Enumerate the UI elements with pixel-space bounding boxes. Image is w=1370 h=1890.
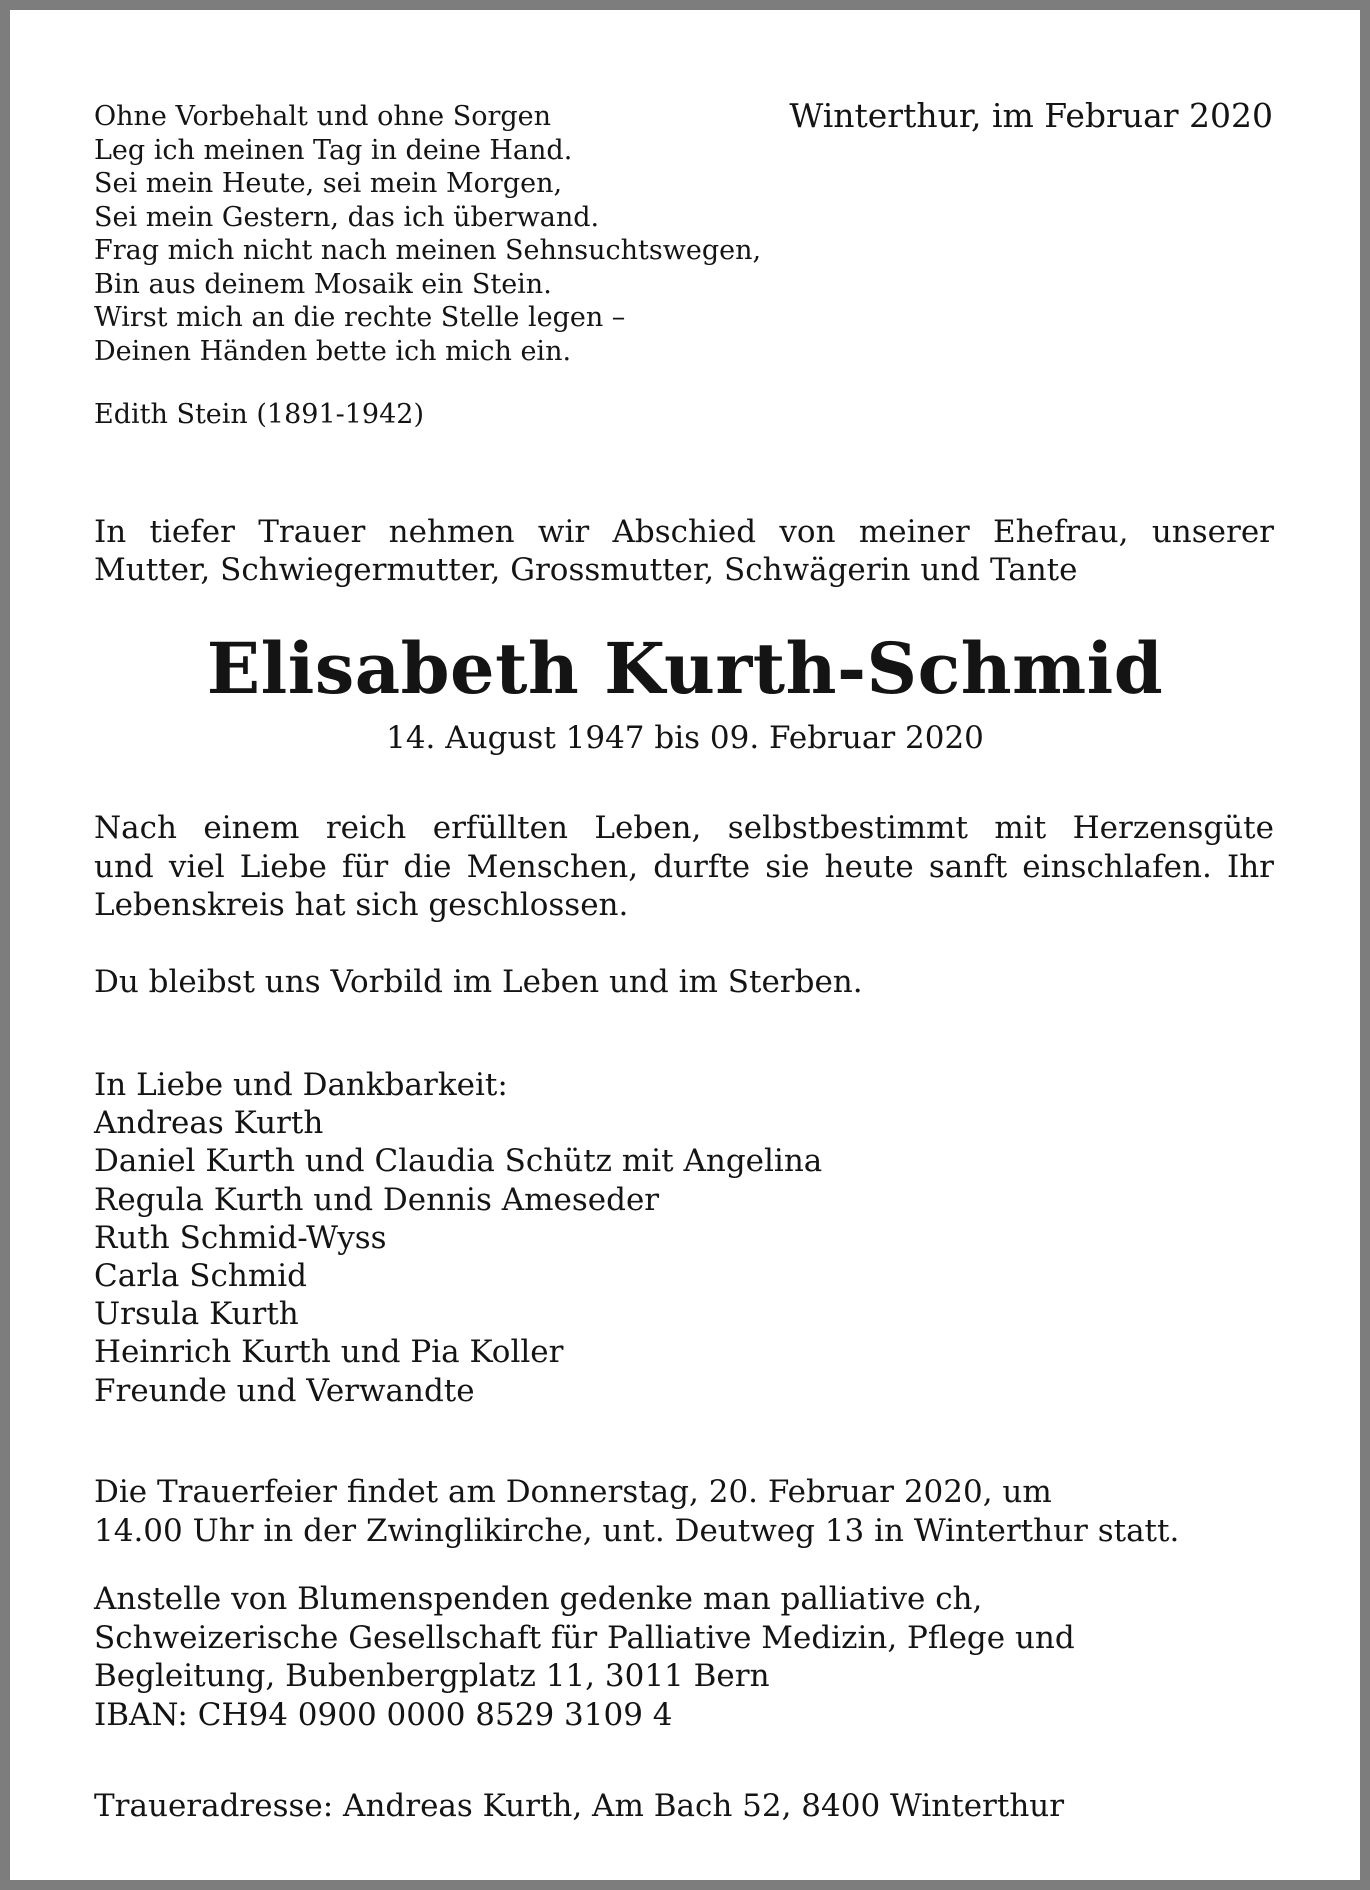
motto-text: Du bleibst uns Vorbild im Leben und im Sterben. xyxy=(94,964,863,1000)
family-member: Daniel Kurth und Claudia Schütz mit Angelina xyxy=(94,1143,823,1180)
tribute-line: und viel Liebe für die Menschen, durfte sie heute sanft einschlafen. Ihr xyxy=(94,848,1274,885)
tribute-text xyxy=(94,809,1274,925)
poem-line: Sei mein Gestern, das ich überwand. xyxy=(94,201,600,233)
poem-line: Bin aus deinem Mosaik ein Stein. xyxy=(94,268,552,300)
tribute-line: Nach einem reich erfüllten Leben, selbstbestimmt mit Herzensgüte xyxy=(94,810,1274,846)
place-date: Winterthur, im Februar 2020 xyxy=(789,96,1273,135)
poem-line: Sei mein Heute, sei mein Morgen, xyxy=(94,168,563,199)
intro-line: In tiefer Trauer nehmen wir Abschied von meiner Ehefrau, unserer xyxy=(94,514,1274,550)
deceased-name: Elisabeth Kurth-Schmid xyxy=(206,627,1164,710)
intro-line: Mutter, Schwiegermutter, Grossmutter, Schwägerin und Tante xyxy=(94,552,1078,588)
family-member: Freunde und Verwandte xyxy=(94,1372,475,1409)
life-dates: 14. August 1947 bis 09. Februar 2020 xyxy=(386,720,984,756)
family-member: Carla Schmid xyxy=(94,1258,307,1295)
funeral-line: Die Trauerfeier findet am Donnerstag, 20. Februar 2020, um xyxy=(94,1474,1052,1510)
family-member: Heinrich Kurth und Pia Koller xyxy=(94,1334,564,1371)
poem-line: Leg ich meinen Tag in deine Hand. xyxy=(94,134,573,166)
donation-line: Anstelle von Blumenspenden gedenke man palliative ch, xyxy=(94,1581,983,1617)
family-member: Andreas Kurth xyxy=(94,1105,324,1142)
intro-text xyxy=(94,513,1274,589)
donation-line: Begleitung, Bubenbergplatz 11, 3011 Bern xyxy=(94,1658,770,1694)
poem-line: Wirst mich an die rechte Stelle legen – xyxy=(94,302,626,333)
family-member: Ruth Schmid-Wyss xyxy=(94,1219,387,1256)
family-member: Ursula Kurth xyxy=(94,1296,299,1333)
tribute-line: Lebenskreis hat sich geschlossen. xyxy=(94,887,629,923)
donation-iban: IBAN: CH94 0900 0000 8529 3109 4 xyxy=(94,1696,673,1733)
family-member: Regula Kurth und Dennis Ameseder xyxy=(94,1181,660,1218)
poem-line: Frag mich nicht nach meinen Sehnsuchtswegen, xyxy=(94,235,762,266)
family-heading: In Liebe und Dankbarkeit: xyxy=(94,1067,508,1103)
poem-line: Ohne Vorbehalt und ohne Sorgen xyxy=(94,101,552,132)
poem xyxy=(94,100,761,368)
funeral-info xyxy=(94,1473,1179,1550)
funeral-line: 14.00 Uhr in der Zwinglikirche, unt. Deutweg 13 in Winterthur statt. xyxy=(94,1512,1180,1549)
donation-info xyxy=(94,1580,1075,1734)
donation-line: Schweizerische Gesellschaft für Palliative Medizin, Pflege und xyxy=(94,1619,1075,1656)
poem-author: Edith Stein (1891-1942) xyxy=(94,399,424,430)
family-list xyxy=(94,1066,822,1410)
poem-line: Deinen Händen bette ich mich ein. xyxy=(94,335,572,367)
mourning-address: Traueradresse: Andreas Kurth, Am Bach 52, 8400 Winterthur xyxy=(94,1788,1065,1824)
